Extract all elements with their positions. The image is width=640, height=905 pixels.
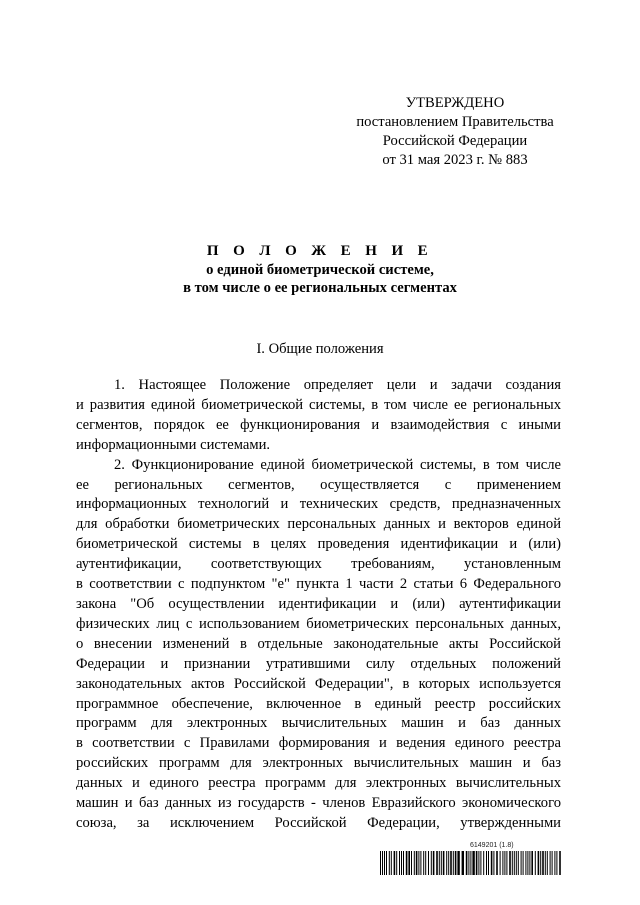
- barcode-bar: [441, 851, 442, 875]
- paragraph-line: законодательных актов Российской Федерации", в которых используется: [76, 675, 561, 692]
- barcode-bar: [386, 851, 387, 875]
- barcode-bar: [504, 851, 505, 875]
- barcode-bar: [380, 851, 381, 875]
- barcode-bar: [559, 851, 561, 875]
- barcode-bar: [535, 851, 536, 875]
- paragraph-line: программное обеспечение, включенное в единый реестр российских: [76, 695, 561, 712]
- paragraph-line: биометрической системы в целях проведения идентификации и (или): [76, 536, 561, 553]
- barcode-bar: [488, 851, 489, 875]
- barcode-bar: [476, 851, 478, 875]
- barcode-bar: [502, 851, 503, 875]
- barcode-bar: [514, 851, 515, 875]
- barcode-bar: [423, 851, 424, 875]
- paragraph: [76, 376, 561, 456]
- barcode-bar: [406, 851, 408, 875]
- barcode-bar: [556, 851, 557, 875]
- paragraph-line: аутентификации, соответствующих требованиям, установленным: [76, 556, 561, 573]
- barcode-bar: [538, 851, 540, 875]
- barcode-bar: [384, 851, 385, 875]
- barcode-bar: [455, 851, 457, 875]
- barcode-bar: [425, 851, 426, 875]
- barcode-bar: [428, 851, 429, 875]
- barcode-bar: [466, 851, 468, 875]
- barcode-bar: [509, 851, 511, 875]
- subtitle-line: о единой биометрической системе,: [206, 262, 434, 278]
- barcode-bar: [542, 851, 544, 875]
- barcode-bar: [420, 851, 421, 875]
- barcode-image: [380, 851, 562, 875]
- barcode-bar: [414, 851, 415, 875]
- barcode-bar: [531, 851, 533, 875]
- approval-heading: УТВЕРЖДЕНО: [405, 95, 505, 111]
- paragraph-line: машин и баз данных из государств - членов Евразийского экономического: [76, 795, 561, 812]
- barcode-number: 6149201 (1.8): [470, 842, 514, 849]
- paragraph-line: в соответствии с Правилами формирования и ведения единого реестра: [76, 735, 561, 752]
- barcode-bar: [408, 851, 410, 875]
- barcode-bar: [450, 851, 452, 875]
- subtitle-line: в том числе о ее региональных сегментах: [183, 280, 457, 296]
- paragraph-line: о внесении изменений в отдельные законодательные акты Российской: [76, 635, 561, 652]
- barcode-bar: [462, 851, 464, 875]
- barcode-bar: [500, 851, 501, 875]
- paragraph-line: закона "Об осуществлении идентификации и (или) аутентификации: [76, 595, 561, 612]
- section-heading: I. Общие положения: [256, 341, 384, 357]
- barcode-bar: [547, 851, 548, 875]
- paragraph-line: информационными системами.: [76, 436, 271, 453]
- barcode-bar: [389, 851, 390, 875]
- barcode-bar: [550, 851, 551, 875]
- barcode-bar: [512, 851, 513, 875]
- paragraph-line: ее региональных сегментов, осуществляется с применением: [76, 476, 561, 493]
- barcode-bar: [496, 851, 498, 875]
- barcode-bar: [468, 851, 469, 875]
- barcode-bar: [401, 851, 402, 875]
- barcode-bar: [470, 851, 471, 875]
- barcode-bar: [416, 851, 418, 875]
- barcode-bar: [486, 851, 487, 875]
- barcode-bar: [446, 851, 447, 875]
- barcode-bar: [521, 851, 522, 875]
- barcode-bar: [382, 851, 383, 875]
- barcode-bar: [540, 851, 541, 875]
- barcode-bar: [493, 851, 494, 875]
- paragraph: [76, 456, 561, 834]
- barcode-bar: [403, 851, 404, 875]
- barcode-bar: [457, 851, 459, 875]
- barcode-bar: [448, 851, 449, 875]
- barcode-bar: [418, 851, 419, 875]
- barcode-bar: [527, 851, 528, 875]
- document-title: П О Л О Ж Е Н И Е: [206, 243, 434, 259]
- barcode-bar: [552, 851, 553, 875]
- document-body: [76, 376, 561, 834]
- paragraph-line: 2. Функционирование единой биометрической системы, в том числе: [114, 456, 561, 473]
- paragraph-line: физических лиц с использованием биометрических персональных данных,: [76, 615, 561, 632]
- barcode-bar: [411, 851, 412, 875]
- paragraph-line: 1. Настоящее Положение определяет цели и задачи создания: [114, 377, 561, 393]
- paragraph-line: и развития единой биометрической системы, в том числе ее региональных: [76, 396, 561, 413]
- barcode-bar: [394, 851, 396, 875]
- barcode-bar: [399, 851, 400, 875]
- barcode-bar: [516, 851, 517, 875]
- barcode-bar: [554, 851, 555, 875]
- barcode-bar: [396, 851, 397, 875]
- barcode-bar: [483, 851, 484, 875]
- barcode-bar: [545, 851, 546, 875]
- barcode-bar: [436, 851, 438, 875]
- document-subtitle: [0, 261, 640, 297]
- paragraph-line: союза, за исключением Российской Федерации, утвержденными: [76, 814, 561, 831]
- paragraph-line: информационных технологий и технических средств, предназначенных: [76, 496, 561, 513]
- barcode-bar: [491, 851, 493, 875]
- paragraph-line: сегментов, порядок ее функционирования и взаимодействия с иными: [76, 416, 561, 433]
- paragraph-line: Федерации и признании утратившими силу отдельных положений: [76, 655, 561, 672]
- barcode-bar: [433, 851, 435, 875]
- barcode-bar: [391, 851, 392, 875]
- paragraph-line: российских программ для электронных вычислительных машин и баз: [76, 755, 561, 772]
- paragraph-line: для обработки биометрических персональных данных и векторов единой: [76, 516, 561, 533]
- barcode-bar: [529, 851, 530, 875]
- approval-line: постановлением Правительства: [356, 114, 554, 130]
- barcode-bar: [453, 851, 454, 875]
- paragraph-line: данных и единого реестра программ для электронных вычислительных: [76, 775, 561, 792]
- paragraph-line: в соответствии с подпунктом "е" пункта 1 части 2 статьи 6 Федерального: [76, 576, 561, 593]
- barcode-bar: [480, 851, 481, 875]
- barcode-bar: [518, 851, 519, 875]
- approval-line: Российской Федерации: [382, 133, 528, 149]
- approval-date-number: от 31 мая 2023 г. № 883: [382, 152, 528, 168]
- barcode-bar: [478, 851, 479, 875]
- barcode-bar: [439, 851, 440, 875]
- barcode-bar: [525, 851, 526, 875]
- barcode-bar: [472, 851, 474, 875]
- barcode-bar: [443, 851, 445, 875]
- barcode-bar: [431, 851, 432, 875]
- approval-stamp: [340, 94, 570, 170]
- barcode-bar: [506, 851, 507, 875]
- barcode-bar: [523, 851, 524, 875]
- paragraph-line: программ для электронных вычислительных машин и баз данных: [76, 715, 561, 732]
